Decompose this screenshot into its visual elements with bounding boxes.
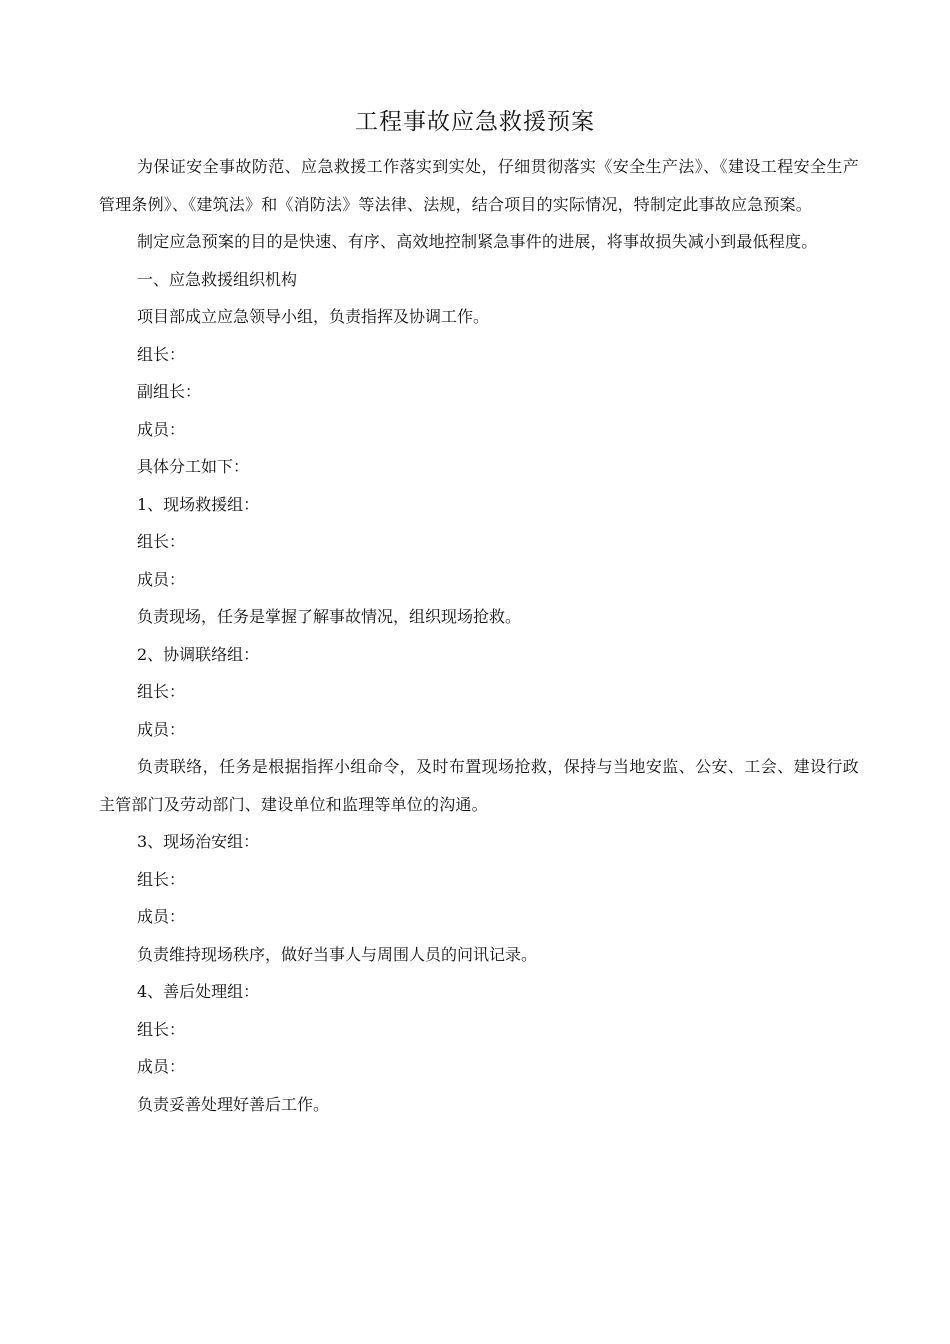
purpose-paragraph: 制定应急预案的目的是快速、有序、高效地控制紧急事件的进展，将事故损失减小到最低程度。 xyxy=(137,232,818,251)
group-duty: 负责联络，任务是根据指挥小组命令，及时布置现场抢救，保持与当地安监、公安、工会、建设行政主管部门及劳动部门、建设单位和监理等单位的沟通。 xyxy=(99,757,859,814)
section-heading: 一、应急救援组织机构 xyxy=(137,269,298,289)
group-members: 成员： xyxy=(137,569,186,589)
intro-paragraph: 为保证安全事故防范、应急救援工作落实到实处，仔细贯彻落实《安全生产法》、《建设工程安全生产管理条例》、《建筑法》和《消防法》等法律、法规，结合项目的实际情况，特制定此事故应急预案。 xyxy=(99,157,859,214)
section-intro: 项目部成立应急领导小组，负责指挥及协调工作。 xyxy=(137,307,490,326)
group-duty: 负责妥善处理好善后工作。 xyxy=(137,1094,330,1114)
division-intro: 具体分工如下： xyxy=(137,457,250,476)
group-leader: 组长： xyxy=(137,682,186,701)
member-label: 成员： xyxy=(137,419,186,439)
group-members: 成员： xyxy=(137,1057,186,1076)
group-name: 3、现场治安组： xyxy=(137,832,260,851)
group-leader: 组长： xyxy=(137,1019,186,1039)
group-leader: 组长： xyxy=(137,869,186,889)
deputy-leader-label: 副组长： xyxy=(137,382,202,401)
group-name: 1、现场救援组： xyxy=(137,494,260,514)
group-duty: 负责维持现场秩序，做好当事人与周围人员的问讯记录。 xyxy=(137,944,538,964)
leader-label: 组长： xyxy=(137,344,186,364)
group-name: 4、善后处理组： xyxy=(137,982,260,1001)
group-name: 2、协调联络组： xyxy=(137,644,260,664)
group-members: 成员： xyxy=(137,907,186,926)
group-duty: 负责现场，任务是掌握了解事故情况，组织现场抢救。 xyxy=(137,607,522,626)
document-body xyxy=(99,148,859,1123)
group-members: 成员： xyxy=(137,719,186,739)
document-title: 工程事故应急救援预案 xyxy=(355,109,595,135)
group-leader: 组长： xyxy=(137,532,186,551)
